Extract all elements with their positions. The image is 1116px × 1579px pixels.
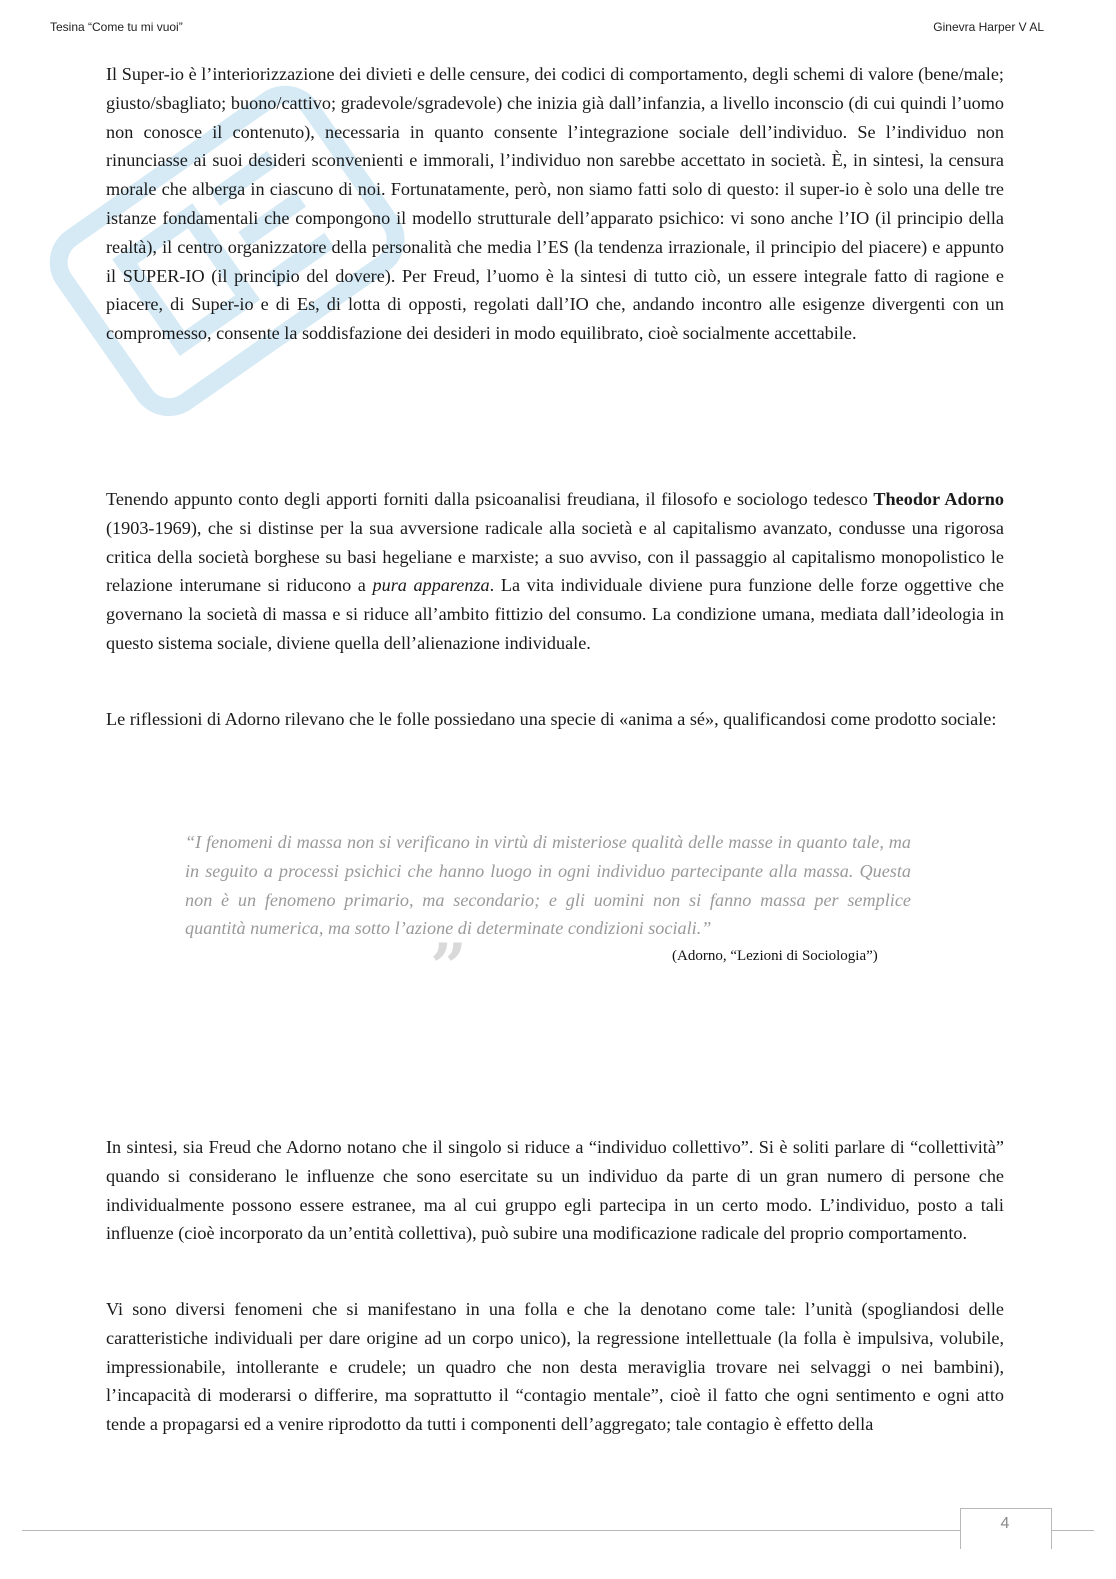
paragraph-super-io-text: Il Super-io è l’interiorizzazione dei divieti e delle censure, dei codici di comportamento, degli schemi di valore (bene/male; giusto/sbagliato; buono/cattivo; gradevole/sgradevole) che inizia già dall’infanzia, a livello inconscio (di cui quindi l’uomo non conosce il contenuto), necessaria in quanto consente l’integrazione sociale dell’individuo. Se l’individuo non rinunciasse ai suoi desideri sconvenienti e immorali, l’individuo non sarebbe accettato in società. È, in sintesi, la censura morale che alberga in ciascuno di noi. Fortunatamente, però, non siamo fatti solo di questo: il super-io è solo una delle tre istanze fondamentali che compongono il modello strutturale dell’apparato psichico: vi sono anche l’IO (il principio della realtà), il centro organizzatore della personalità che media l’ES (la tendenza irrazionale, il principio del piacere) e appunto il SUPER-IO (il principio del dovere). Per Freud, l’uomo è la sintesi di tutto ciò, un essere integrale fatto di ragione e piacere, di Super-io e di Es, di lotta di opposti, regolati dall’IO che, andando incontro alle esigenze divergenti con un compromesso, consente la soddisfazione dei desideri in modo equilibrato, cioè socialmente accettabile.: [106, 64, 1004, 344]
paragraph-fenomeni: [106, 1295, 1004, 1439]
quote-mark-icon: ”: [430, 930, 467, 1005]
paragraph-sintesi-text: In sintesi, sia Freud che Adorno notano che il singolo si riduce a “individuo collettivo”. Si è soliti parlare di “collettività” quando si considerano le influenze che sono esercitate su un individuo da parte di un gran numero di persone che individualmente possono essere estranee, ma al cui gruppo egli partecipa in un certo modo. L’individuo, posto a tali influenze (cioè incorporato da un’entità collettiva), può subire una modificazione radicale del proprio comportamento.: [106, 1137, 1004, 1244]
paragraph-adorno-end: . La vita individuale diviene pura funzione delle forze oggettive che governano la società di massa e si riduce all’ambito fittizio del consumo. La condizione umana, mediata dall’ideologia in questo sistema sociale, diviene quella dell’alienazione individuale.: [106, 575, 1004, 653]
paragraph-adorno: [106, 485, 1004, 658]
adorno-name-bold: Theodor Adorno: [873, 489, 1004, 509]
paragraph-riflessioni: [106, 705, 1004, 734]
paragraph-super-io: [106, 60, 1004, 348]
block-quote: “I fenomeni di massa non si verificano in virtù di misteriose qualità delle masse in quanto tale, ma in seguito a processi psichici che hanno luogo in ogni individuo partecipante alla massa. Questa non è un fenomeno primario, ma secondario; e gli uomini non si fanno massa per semplice quantità numerica, ma sotto l’azione di determinate condizioni sociali.”: [185, 832, 911, 939]
quote-attribution: (Adorno, “Lezioni di Sociologia”): [672, 948, 878, 964]
paragraph-sintesi: [106, 1133, 1004, 1248]
footer-divider: [22, 1530, 1094, 1531]
pura-apparenza-italic: pura apparenza: [372, 575, 490, 596]
paragraph-riflessioni-text: Le riflessioni di Adorno rilevano che le folle possiedano una specie di «anima a sé», qualificandosi come prodotto sociale:: [106, 709, 997, 729]
header-author: Ginevra Harper V AL: [933, 20, 1044, 34]
paragraph-adorno-middle: (1903-1969), che si distinse per la sua avversione radicale alla società e al capitalismo avanzato, condusse una rigorosa critica della società borghese su basi hegeliane e marxiste; a suo avviso, con il passaggio al capitalismo monopolistico le relazione interumane si riducono a: [106, 517, 1004, 596]
paragraph-fenomeni-text: Vi sono diversi fenomeni che si manifestano in una folla e che la denotano come tale: l’unità (spogliandosi delle caratteristiche individuali per dare origine ad un corpo unico), la regressione intellettuale (la folla è impulsiva, volubile, impressionabile, intollerante e crudele; un quadro che non desta meraviglia trovare nei selvaggi o nei bambini), l’incapacità di moderarsi o differire, ma soprattutto il “contagio mentale”, cioè il fatto che ogni sentimento e ogni atto tende a propagarsi ed a venire riprodotto da tutti i componenti dell’aggregato; tale contagio è effetto della: [106, 1299, 1004, 1435]
header-document-title: Tesina “Come tu mi vuoi”: [50, 20, 183, 34]
page-number: 4: [1000, 1515, 1010, 1532]
paragraph-adorno-intro: Tenendo appunto conto degli apporti forniti dalla psicoanalisi freudiana, il filosofo e sociologo tedesco: [106, 489, 874, 509]
